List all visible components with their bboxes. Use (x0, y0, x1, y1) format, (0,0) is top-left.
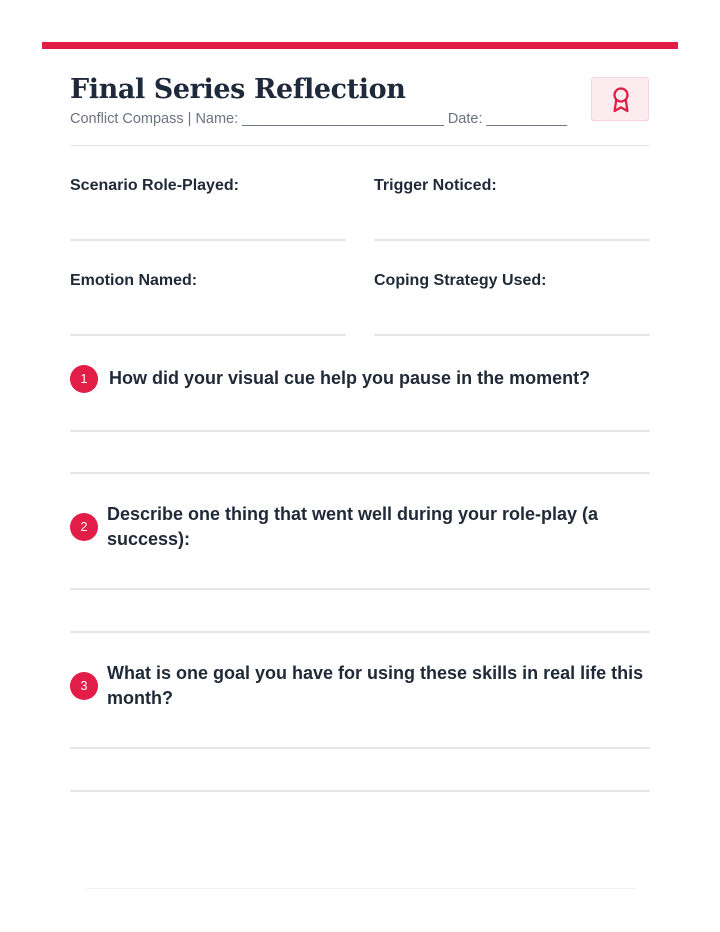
ribbon-award-icon (610, 86, 632, 114)
scenario-role-played-line[interactable] (70, 239, 346, 241)
question-3-text: What is one goal you have for using these skills in real life this month? (107, 663, 644, 708)
question-1-number: 1 (70, 365, 98, 393)
question-3-answer-line-2[interactable] (70, 790, 650, 792)
coping-strategy-used-label: Coping Strategy Used: (374, 272, 547, 289)
question-2-text: Describe one thing that went well during your role-play (a success): (107, 504, 599, 549)
question-2-answer-line-1[interactable] (70, 588, 650, 590)
question-2-answer-line-2[interactable] (70, 631, 650, 633)
question-1-answer-line-1[interactable] (70, 430, 650, 432)
top-accent-bar (42, 42, 678, 49)
emotion-named-label: Emotion Named: (70, 272, 198, 289)
question-2-number: 2 (70, 513, 98, 541)
emotion-named-line[interactable] (70, 334, 346, 336)
question-3-number: 3 (70, 672, 98, 700)
award-badge (591, 77, 649, 121)
question-1-text: How did your visual cue help you pause in the moment? (109, 368, 591, 388)
scenario-role-played-label: Scenario Role-Played: (70, 177, 239, 194)
question-1-answer-line-2[interactable] (70, 472, 650, 474)
page-subtitle: Conflict Compass | Name: _________________________ Date: __________ (70, 111, 568, 127)
question-3-answer-line-1[interactable] (70, 747, 650, 749)
header-divider (70, 145, 650, 146)
coping-strategy-used-line[interactable] (374, 334, 650, 336)
footer-divider (86, 888, 635, 889)
page-title: Final Series Reflection (70, 74, 406, 105)
trigger-noticed-line[interactable] (374, 239, 650, 241)
trigger-noticed-label: Trigger Noticed: (374, 177, 497, 194)
